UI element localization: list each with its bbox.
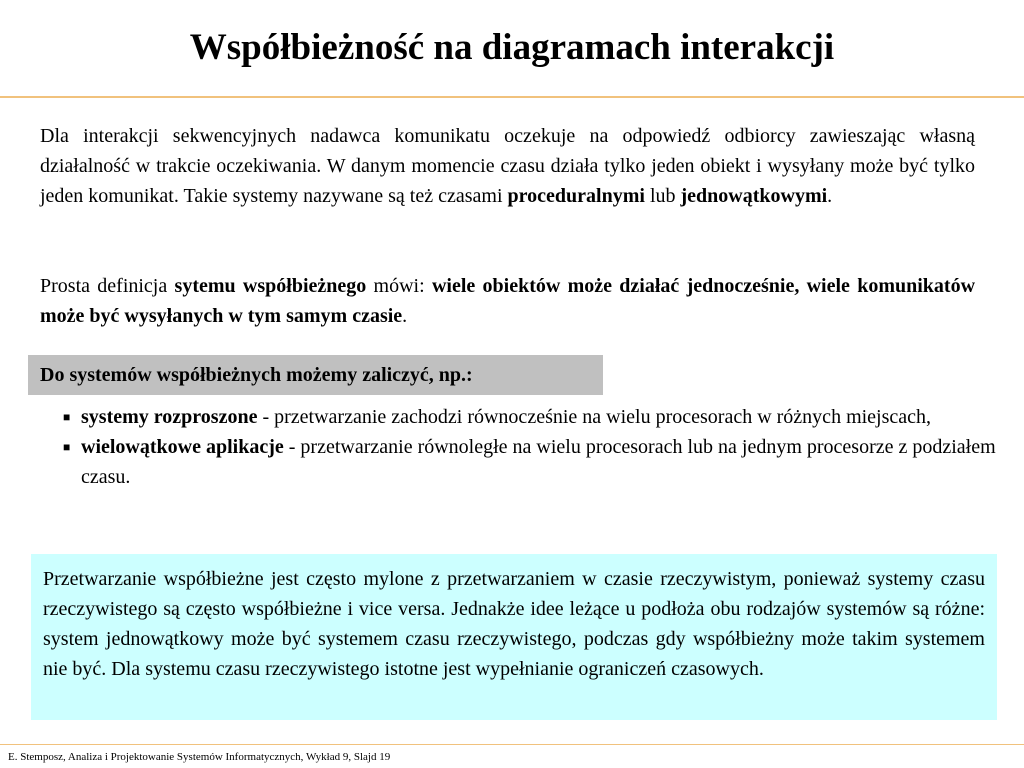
paragraph1-bold-procedural: proceduralnymi xyxy=(507,185,645,207)
footer-divider xyxy=(0,744,1024,745)
paragraph2-bold-term: sytemu współbieżnego xyxy=(174,275,367,297)
paragraph2-mid: mówi: xyxy=(366,275,432,297)
paragraph2-bold-definition: wiele obiektów może działać jednocześnie, wiele komunikatów może być wysyłanych w tym samym czasie xyxy=(40,275,976,327)
realtime-note-box xyxy=(31,554,997,720)
paragraph-sequential-interactions xyxy=(40,121,975,211)
paragraph1-mid: lub xyxy=(644,185,681,207)
list-item-multithreaded-apps xyxy=(63,432,1013,492)
examples-list xyxy=(63,402,1013,492)
paragraph2-end: . xyxy=(402,305,408,327)
square-bullet-icon: ■ xyxy=(63,440,71,454)
paragraph1-end: . xyxy=(827,185,833,207)
bullet-term: wielowątkowe aplikacje xyxy=(81,436,284,458)
paragraph-concurrency-definition xyxy=(40,271,975,331)
bullet-term: systemy rozproszone xyxy=(81,406,258,428)
bullet-description: - przetwarzanie zachodzi równocześnie na wielu procesorach w różnych miejscach, xyxy=(257,406,932,428)
realtime-note-text: Przetwarzanie współbieżne jest często mylone z przetwarzaniem w czasie rzeczywistym, ponieważ systemy czasu rzeczywistego są często współbieżne i vice versa. Jednakże idee leżące u podłoża obu rodzajów systemów są różne: system jednowątkowy może być systemem czasu rzeczywistego, podczas gdy współbieżny może takim systemem nie być. Dla systemu czasu rzeczywistego istotne jest wypełnianie ograniczeń czasowych. xyxy=(43,568,985,680)
slide-title: Współbieżność na diagramach interakcji xyxy=(189,27,835,68)
title-divider xyxy=(0,96,1024,98)
bullet-description: - przetwarzanie równoległe na wielu procesorach lub na jednym procesorze z podziałem czasu. xyxy=(81,436,996,488)
square-bullet-icon: ■ xyxy=(63,410,71,424)
footer-citation: E. Stemposz, Analiza i Projektowanie Systemów Informatycznych, Wykład 9, Slajd 19 xyxy=(8,751,391,763)
list-item-distributed-systems xyxy=(63,402,1013,432)
paragraph1-bold-single-thread: jednowątkowymi xyxy=(680,185,828,207)
examples-heading-box: Do systemów współbieżnych możemy zaliczyć, np.: xyxy=(28,355,603,395)
paragraph1-text: Dla interakcji sekwencyjnych nadawca komunikatu oczekuje na odpowiedź odbiorcy zawieszając własną działalność w trakcie oczekiwania. W danym momencie czasu działa tylko jeden obiekt i wysyłany może być tylko jeden komunikat. Takie systemy nazywane są też czasami xyxy=(40,125,975,207)
paragraph2-text: Prosta definicja xyxy=(40,275,175,297)
